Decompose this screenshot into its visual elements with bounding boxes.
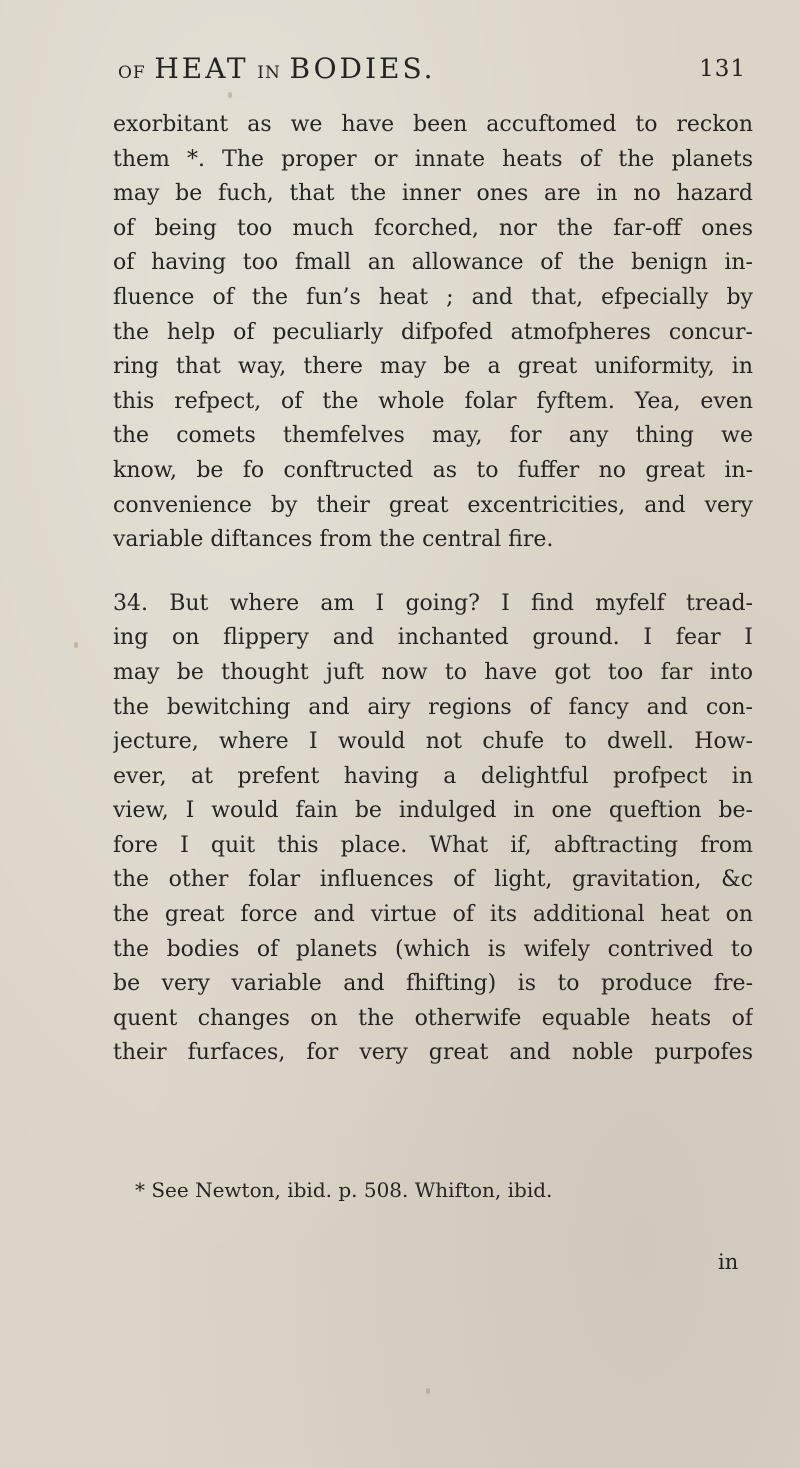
- header-prefix: OF: [118, 63, 146, 83]
- text-line: 34. But where am I going? I find myfelf tread-: [113, 590, 753, 616]
- text-line: the great force and virtue of its additional heat on: [113, 902, 753, 928]
- paper-speck: [426, 1388, 430, 1394]
- paper-speck: [74, 642, 78, 648]
- text-line: ring that way, there may be a great uniformity, in: [113, 354, 753, 380]
- footnote: * See Newton, ibid. p. 508. Whifton, ibid.: [135, 1178, 553, 1202]
- text-line: ever, at prefent having a delightful profpect in: [113, 763, 753, 789]
- text-line: the other folar influences of light, gravitation, &c: [113, 867, 753, 893]
- text-line: the help of peculiarly difpofed atmofpheres concur-: [113, 319, 753, 345]
- text-line: be very variable and fhifting) is to produce fre-: [113, 971, 753, 997]
- body-text: [113, 108, 753, 1071]
- text-line: view, I would fain be indulged in one queftion be-: [113, 798, 753, 824]
- text-line: exorbitant as we have been accuftomed to reckon: [113, 112, 753, 137]
- paper-speck: [228, 92, 232, 98]
- catchword: in: [718, 1250, 739, 1274]
- page-number: 131: [699, 56, 746, 82]
- text-line: fore I quit this place. What if, abftracting from: [113, 832, 753, 858]
- text-line: them *. The proper or innate heats of the planets: [113, 146, 753, 172]
- paragraph-gap: [113, 558, 753, 587]
- text-line: jecture, where I would not chufe to dwell. How-: [113, 729, 753, 755]
- text-line: variable diftances from the central fire.: [113, 527, 554, 553]
- text-line: of having too fmall an allowance of the benign in-: [113, 250, 753, 276]
- text-line: may be thought juft now to have got too far into: [113, 659, 753, 685]
- text-line: their furfaces, for very great and noble purpofes: [113, 1040, 753, 1066]
- header-mid: IN: [257, 63, 281, 83]
- text-line: the comets themfelves may, for any thing we: [113, 423, 753, 449]
- text-line: may be fuch, that the inner ones are in no hazard: [113, 181, 753, 207]
- text-line: quent changes on the otherwife equable heats of: [113, 1005, 753, 1031]
- text-line: ing on flippery and inchanted ground. I fear I: [113, 625, 753, 651]
- text-line: this refpect, of the whole folar fyftem. Yea, even: [113, 388, 753, 414]
- header-word-heat: HEAT: [154, 52, 249, 85]
- text-line: of being too much fcorched, nor the far-off ones: [113, 215, 753, 241]
- running-header: [118, 52, 746, 92]
- text-line: the bodies of planets (which is wifely contrived to: [113, 936, 753, 962]
- text-line: convenience by their great excentricities, and very: [113, 492, 753, 518]
- text-line: fluence of the fun’s heat ; and that, efpecially by: [113, 284, 753, 310]
- header-title: [118, 52, 436, 85]
- text-line: know, be fo conftructed as to fuffer no great in-: [113, 457, 753, 483]
- header-word-bodies: BODIES.: [289, 52, 436, 85]
- text-line: the bewitching and airy regions of fancy and con-: [113, 694, 753, 720]
